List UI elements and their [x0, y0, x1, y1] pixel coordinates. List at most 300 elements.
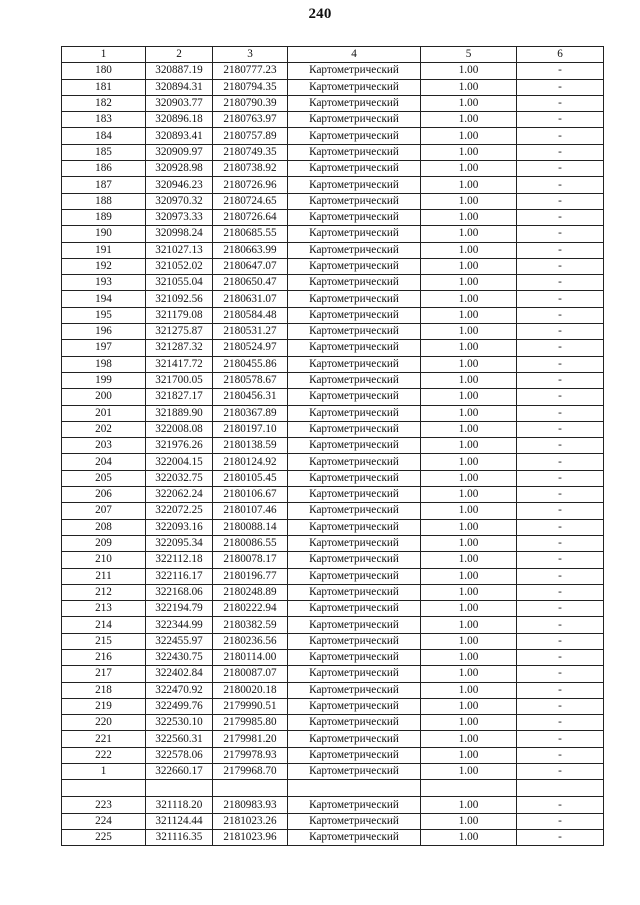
x-coordinate-cell: 321417.72	[146, 356, 213, 372]
note-cell: -	[517, 291, 604, 307]
method-cell: Картометрический	[288, 519, 421, 535]
y-coordinate-cell: 2180086.55	[213, 535, 288, 551]
y-coordinate-cell: 2180107.46	[213, 503, 288, 519]
note-cell: -	[517, 193, 604, 209]
point-number-cell: 180	[62, 63, 146, 79]
x-coordinate-cell: 322093.16	[146, 519, 213, 535]
table-row	[62, 454, 604, 470]
point-number-cell: 195	[62, 307, 146, 323]
point-number-cell: 211	[62, 568, 146, 584]
x-coordinate-cell: 322660.17	[146, 764, 213, 780]
table-row	[62, 764, 604, 780]
point-number-cell: 222	[62, 747, 146, 763]
accuracy-cell: 1.00	[421, 405, 517, 421]
accuracy-cell: 1.00	[421, 95, 517, 111]
method-cell: Картометрический	[288, 454, 421, 470]
accuracy-cell: 1.00	[421, 63, 517, 79]
table-row	[62, 372, 604, 388]
x-coordinate-cell: 321055.04	[146, 275, 213, 291]
point-number-cell: 189	[62, 209, 146, 225]
point-number-cell: 187	[62, 177, 146, 193]
table-row	[62, 535, 604, 551]
point-number-cell: 216	[62, 649, 146, 665]
note-cell: -	[517, 421, 604, 437]
table-row	[62, 112, 604, 128]
accuracy-cell: 1.00	[421, 584, 517, 600]
point-number-cell: 200	[62, 389, 146, 405]
x-coordinate-cell: 321027.13	[146, 242, 213, 258]
accuracy-cell: 1.00	[421, 307, 517, 323]
y-coordinate-cell: 2180685.55	[213, 226, 288, 242]
column-header: 5	[421, 47, 517, 63]
method-cell: Картометрический	[288, 617, 421, 633]
table-header-row	[62, 47, 604, 63]
point-number-cell: 188	[62, 193, 146, 209]
x-coordinate-cell: 320887.19	[146, 63, 213, 79]
table-row	[62, 128, 604, 144]
y-coordinate-cell: 2180738.92	[213, 161, 288, 177]
x-coordinate-cell: 322008.08	[146, 421, 213, 437]
accuracy-cell	[421, 780, 517, 797]
note-cell: -	[517, 438, 604, 454]
point-number-cell: 202	[62, 421, 146, 437]
x-coordinate-cell: 322344.99	[146, 617, 213, 633]
x-coordinate-cell: 321116.35	[146, 829, 213, 845]
accuracy-cell: 1.00	[421, 128, 517, 144]
point-number-cell: 181	[62, 79, 146, 95]
x-coordinate-cell: 321179.08	[146, 307, 213, 323]
y-coordinate-cell: 2180236.56	[213, 633, 288, 649]
y-coordinate-cell: 2181023.96	[213, 829, 288, 845]
point-number-cell: 206	[62, 487, 146, 503]
x-coordinate-cell: 322499.76	[146, 698, 213, 714]
note-cell: -	[517, 454, 604, 470]
note-cell: -	[517, 552, 604, 568]
accuracy-cell: 1.00	[421, 649, 517, 665]
point-number-cell: 212	[62, 584, 146, 600]
point-number-cell: 201	[62, 405, 146, 421]
table-row	[62, 356, 604, 372]
accuracy-cell: 1.00	[421, 372, 517, 388]
x-coordinate-cell: 322402.84	[146, 666, 213, 682]
x-coordinate-cell: 321092.56	[146, 291, 213, 307]
note-cell	[517, 780, 604, 797]
note-cell: -	[517, 601, 604, 617]
point-number-cell: 225	[62, 829, 146, 845]
point-number-cell: 221	[62, 731, 146, 747]
table-row	[62, 813, 604, 829]
y-coordinate-cell: 2180222.94	[213, 601, 288, 617]
accuracy-cell: 1.00	[421, 291, 517, 307]
point-number-cell: 1	[62, 764, 146, 780]
y-coordinate-cell: 2180726.96	[213, 177, 288, 193]
method-cell: Картометрический	[288, 487, 421, 503]
accuracy-cell: 1.00	[421, 421, 517, 437]
x-coordinate-cell: 322062.24	[146, 487, 213, 503]
point-number-cell: 208	[62, 519, 146, 535]
y-coordinate-cell: 2179968.70	[213, 764, 288, 780]
note-cell: -	[517, 405, 604, 421]
method-cell: Картометрический	[288, 503, 421, 519]
accuracy-cell: 1.00	[421, 161, 517, 177]
x-coordinate-cell: 321118.20	[146, 797, 213, 813]
x-coordinate-cell: 320946.23	[146, 177, 213, 193]
note-cell: -	[517, 633, 604, 649]
method-cell: Картометрический	[288, 470, 421, 486]
y-coordinate-cell: 2180724.65	[213, 193, 288, 209]
y-coordinate-cell: 2180087.07	[213, 666, 288, 682]
table-row	[62, 470, 604, 486]
note-cell: -	[517, 389, 604, 405]
note-cell: -	[517, 764, 604, 780]
table-body	[62, 63, 604, 846]
table-row	[62, 617, 604, 633]
table-row	[62, 193, 604, 209]
accuracy-cell: 1.00	[421, 633, 517, 649]
table-row	[62, 487, 604, 503]
method-cell: Картометрический	[288, 829, 421, 845]
method-cell: Картометрический	[288, 438, 421, 454]
y-coordinate-cell: 2180584.48	[213, 307, 288, 323]
y-coordinate-cell: 2180078.17	[213, 552, 288, 568]
y-coordinate-cell: 2180777.23	[213, 63, 288, 79]
accuracy-cell: 1.00	[421, 813, 517, 829]
note-cell: -	[517, 715, 604, 731]
accuracy-cell: 1.00	[421, 535, 517, 551]
x-coordinate-cell: 321124.44	[146, 813, 213, 829]
x-coordinate-cell: 321275.87	[146, 324, 213, 340]
note-cell: -	[517, 470, 604, 486]
y-coordinate-cell: 2180197.10	[213, 421, 288, 437]
table-row	[62, 389, 604, 405]
y-coordinate-cell: 2180088.14	[213, 519, 288, 535]
table-row	[62, 144, 604, 160]
table-row	[62, 340, 604, 356]
accuracy-cell: 1.00	[421, 747, 517, 763]
note-cell: -	[517, 617, 604, 633]
table-row	[62, 698, 604, 714]
point-number-cell: 215	[62, 633, 146, 649]
y-coordinate-cell: 2179990.51	[213, 698, 288, 714]
y-coordinate-cell: 2179978.93	[213, 747, 288, 763]
table-row	[62, 405, 604, 421]
method-cell: Картометрический	[288, 356, 421, 372]
x-coordinate-cell: 322072.25	[146, 503, 213, 519]
accuracy-cell: 1.00	[421, 797, 517, 813]
accuracy-cell: 1.00	[421, 519, 517, 535]
table-row	[62, 747, 604, 763]
table-row	[62, 519, 604, 535]
accuracy-cell: 1.00	[421, 454, 517, 470]
method-cell: Картометрический	[288, 258, 421, 274]
page-number: 240	[308, 6, 332, 22]
table-row	[62, 63, 604, 79]
table-row	[62, 649, 604, 665]
accuracy-cell: 1.00	[421, 226, 517, 242]
note-cell: -	[517, 356, 604, 372]
table-row	[62, 584, 604, 600]
accuracy-cell: 1.00	[421, 79, 517, 95]
point-number-cell: 196	[62, 324, 146, 340]
accuracy-cell: 1.00	[421, 389, 517, 405]
table-row	[62, 633, 604, 649]
accuracy-cell: 1.00	[421, 356, 517, 372]
accuracy-cell: 1.00	[421, 731, 517, 747]
method-cell: Картометрический	[288, 291, 421, 307]
x-coordinate-cell: 322095.34	[146, 535, 213, 551]
note-cell: -	[517, 258, 604, 274]
table-row	[62, 307, 604, 323]
point-number-cell: 199	[62, 372, 146, 388]
method-cell: Картометрический	[288, 813, 421, 829]
note-cell: -	[517, 112, 604, 128]
accuracy-cell: 1.00	[421, 209, 517, 225]
y-coordinate-cell: 2180367.89	[213, 405, 288, 421]
note-cell: -	[517, 340, 604, 356]
x-coordinate-cell: 321976.26	[146, 438, 213, 454]
accuracy-cell: 1.00	[421, 324, 517, 340]
table-row	[62, 161, 604, 177]
method-cell: Картометрический	[288, 193, 421, 209]
method-cell: Картометрический	[288, 552, 421, 568]
point-number-cell: 184	[62, 128, 146, 144]
table-row	[62, 324, 604, 340]
method-cell: Картометрический	[288, 682, 421, 698]
point-number-cell: 218	[62, 682, 146, 698]
method-cell: Картометрический	[288, 747, 421, 763]
note-cell: -	[517, 209, 604, 225]
note-cell: -	[517, 275, 604, 291]
accuracy-cell: 1.00	[421, 470, 517, 486]
note-cell: -	[517, 242, 604, 258]
note-cell: -	[517, 682, 604, 698]
method-cell: Картометрический	[288, 161, 421, 177]
y-coordinate-cell: 2180456.31	[213, 389, 288, 405]
table-row	[62, 666, 604, 682]
column-header: 1	[62, 47, 146, 63]
accuracy-cell: 1.00	[421, 242, 517, 258]
accuracy-cell: 1.00	[421, 144, 517, 160]
accuracy-cell: 1.00	[421, 682, 517, 698]
y-coordinate-cell: 2180114.00	[213, 649, 288, 665]
x-coordinate-cell: 322470.92	[146, 682, 213, 698]
table-row	[62, 780, 604, 797]
note-cell: -	[517, 666, 604, 682]
table-row	[62, 291, 604, 307]
note-cell: -	[517, 747, 604, 763]
accuracy-cell: 1.00	[421, 275, 517, 291]
accuracy-cell: 1.00	[421, 193, 517, 209]
table-row	[62, 682, 604, 698]
method-cell: Картометрический	[288, 633, 421, 649]
method-cell: Картометрический	[288, 340, 421, 356]
note-cell: -	[517, 698, 604, 714]
point-number-cell: 186	[62, 161, 146, 177]
point-number-cell: 183	[62, 112, 146, 128]
method-cell: Картометрический	[288, 405, 421, 421]
note-cell: -	[517, 63, 604, 79]
point-number-cell: 224	[62, 813, 146, 829]
method-cell: Картометрический	[288, 698, 421, 714]
accuracy-cell: 1.00	[421, 487, 517, 503]
y-coordinate-cell: 2180631.07	[213, 291, 288, 307]
column-header: 2	[146, 47, 213, 63]
y-coordinate-cell: 2180794.35	[213, 79, 288, 95]
accuracy-cell: 1.00	[421, 438, 517, 454]
table-row	[62, 568, 604, 584]
table-row	[62, 95, 604, 111]
point-number-cell: 205	[62, 470, 146, 486]
note-cell: -	[517, 535, 604, 551]
point-number-cell: 192	[62, 258, 146, 274]
method-cell: Картометрический	[288, 649, 421, 665]
x-coordinate-cell: 322032.75	[146, 470, 213, 486]
method-cell: Картометрический	[288, 95, 421, 111]
x-coordinate-cell: 322560.31	[146, 731, 213, 747]
method-cell: Картометрический	[288, 764, 421, 780]
note-cell: -	[517, 568, 604, 584]
table-row	[62, 275, 604, 291]
table-row	[62, 829, 604, 845]
point-number-cell: 220	[62, 715, 146, 731]
note-cell: -	[517, 797, 604, 813]
y-coordinate-cell: 2181023.26	[213, 813, 288, 829]
method-cell: Картометрический	[288, 389, 421, 405]
x-coordinate-cell: 322168.06	[146, 584, 213, 600]
accuracy-cell: 1.00	[421, 715, 517, 731]
accuracy-cell: 1.00	[421, 601, 517, 617]
accuracy-cell: 1.00	[421, 764, 517, 780]
y-coordinate-cell: 2179985.80	[213, 715, 288, 731]
method-cell: Картометрический	[288, 421, 421, 437]
table-row	[62, 503, 604, 519]
note-cell: -	[517, 161, 604, 177]
method-cell	[288, 780, 421, 797]
x-coordinate-cell: 321827.17	[146, 389, 213, 405]
x-coordinate-cell: 320909.97	[146, 144, 213, 160]
table-row	[62, 552, 604, 568]
method-cell: Картометрический	[288, 144, 421, 160]
point-number-cell: 191	[62, 242, 146, 258]
y-coordinate-cell: 2180578.67	[213, 372, 288, 388]
y-coordinate-cell: 2180455.86	[213, 356, 288, 372]
method-cell: Картометрический	[288, 177, 421, 193]
method-cell: Картометрический	[288, 372, 421, 388]
x-coordinate-cell: 320903.77	[146, 95, 213, 111]
point-number-cell	[62, 780, 146, 797]
point-number-cell: 197	[62, 340, 146, 356]
method-cell: Картометрический	[288, 307, 421, 323]
method-cell: Картометрический	[288, 275, 421, 291]
x-coordinate-cell: 322004.15	[146, 454, 213, 470]
accuracy-cell: 1.00	[421, 258, 517, 274]
x-coordinate-cell: 320896.18	[146, 112, 213, 128]
y-coordinate-cell: 2179981.20	[213, 731, 288, 747]
note-cell: -	[517, 487, 604, 503]
point-number-cell: 223	[62, 797, 146, 813]
accuracy-cell: 1.00	[421, 112, 517, 128]
x-coordinate-cell: 321700.05	[146, 372, 213, 388]
point-number-cell: 209	[62, 535, 146, 551]
note-cell: -	[517, 829, 604, 845]
method-cell: Картометрический	[288, 715, 421, 731]
note-cell: -	[517, 731, 604, 747]
column-header: 4	[288, 47, 421, 63]
point-number-cell: 190	[62, 226, 146, 242]
x-coordinate-cell: 321052.02	[146, 258, 213, 274]
x-coordinate-cell: 322116.17	[146, 568, 213, 584]
x-coordinate-cell: 322530.10	[146, 715, 213, 731]
note-cell: -	[517, 144, 604, 160]
accuracy-cell: 1.00	[421, 568, 517, 584]
y-coordinate-cell: 2180726.64	[213, 209, 288, 225]
accuracy-cell: 1.00	[421, 666, 517, 682]
y-coordinate-cell: 2180663.99	[213, 242, 288, 258]
column-header: 3	[213, 47, 288, 63]
point-number-cell: 219	[62, 698, 146, 714]
method-cell: Картометрический	[288, 112, 421, 128]
note-cell: -	[517, 128, 604, 144]
note-cell: -	[517, 226, 604, 242]
point-number-cell: 207	[62, 503, 146, 519]
y-coordinate-cell: 2180983.93	[213, 797, 288, 813]
y-coordinate-cell: 2180382.59	[213, 617, 288, 633]
method-cell: Картометрический	[288, 584, 421, 600]
method-cell: Картометрический	[288, 324, 421, 340]
method-cell: Картометрический	[288, 128, 421, 144]
y-coordinate-cell: 2180196.77	[213, 568, 288, 584]
point-number-cell: 194	[62, 291, 146, 307]
accuracy-cell: 1.00	[421, 698, 517, 714]
table-row	[62, 438, 604, 454]
point-number-cell: 193	[62, 275, 146, 291]
note-cell: -	[517, 813, 604, 829]
accuracy-cell: 1.00	[421, 617, 517, 633]
x-coordinate-cell: 320973.33	[146, 209, 213, 225]
point-number-cell: 213	[62, 601, 146, 617]
point-number-cell: 214	[62, 617, 146, 633]
note-cell: -	[517, 519, 604, 535]
table-row	[62, 601, 604, 617]
y-coordinate-cell: 2180248.89	[213, 584, 288, 600]
accuracy-cell: 1.00	[421, 340, 517, 356]
y-coordinate-cell	[213, 780, 288, 797]
x-coordinate-cell: 320998.24	[146, 226, 213, 242]
method-cell: Картометрический	[288, 535, 421, 551]
note-cell: -	[517, 177, 604, 193]
accuracy-cell: 1.00	[421, 177, 517, 193]
method-cell: Картометрический	[288, 666, 421, 682]
y-coordinate-cell: 2180531.27	[213, 324, 288, 340]
x-coordinate-cell: 322578.06	[146, 747, 213, 763]
x-coordinate-cell: 321287.32	[146, 340, 213, 356]
note-cell: -	[517, 95, 604, 111]
note-cell: -	[517, 372, 604, 388]
x-coordinate-cell: 320928.98	[146, 161, 213, 177]
method-cell: Картометрический	[288, 731, 421, 747]
accuracy-cell: 1.00	[421, 552, 517, 568]
method-cell: Картометрический	[288, 568, 421, 584]
table-row	[62, 258, 604, 274]
note-cell: -	[517, 307, 604, 323]
note-cell: -	[517, 324, 604, 340]
point-number-cell: 182	[62, 95, 146, 111]
method-cell: Картометрический	[288, 63, 421, 79]
method-cell: Картометрический	[288, 226, 421, 242]
coordinates-table	[61, 46, 604, 846]
method-cell: Картометрический	[288, 797, 421, 813]
table-row	[62, 209, 604, 225]
